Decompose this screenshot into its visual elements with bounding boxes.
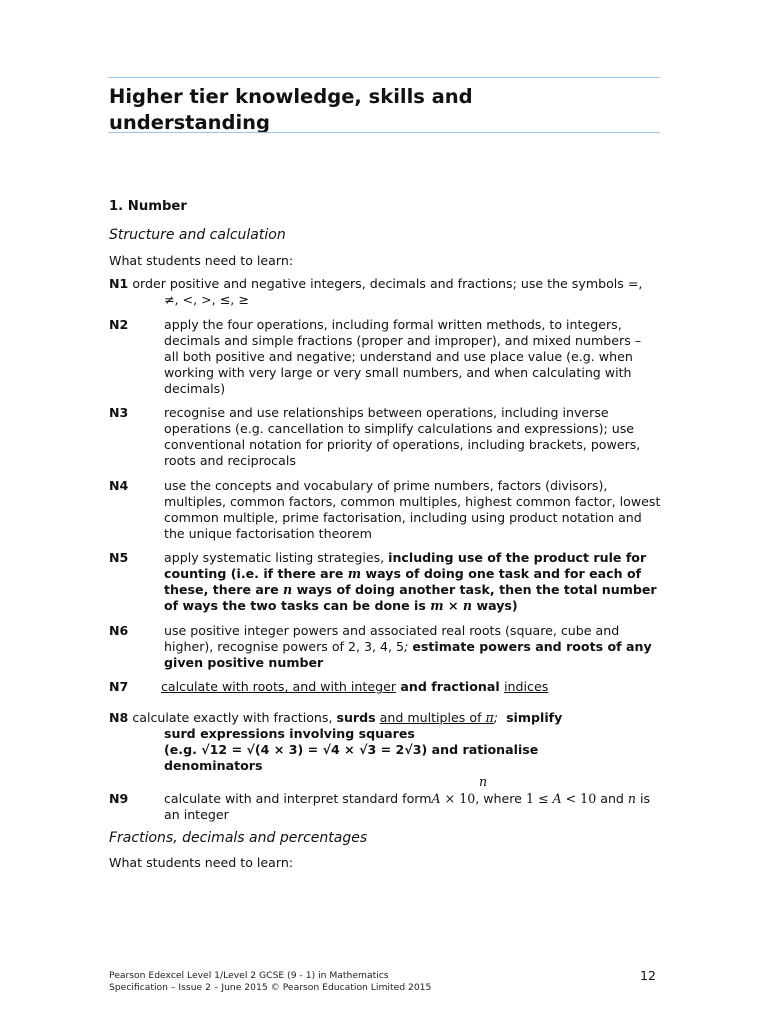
item-code: N5: [109, 550, 129, 565]
math-var: n: [627, 791, 637, 806]
item-n8: [109, 710, 669, 726]
item-text: apply systematic listing strategies,: [164, 550, 389, 565]
top-rule: [108, 77, 660, 78]
math-var: m: [347, 566, 362, 581]
item-bold: including use of the product rule for counting (i.e. if there are: [164, 550, 647, 581]
math-var: n: [283, 582, 293, 597]
item-bold: simplify: [506, 710, 563, 725]
math-expr: 1 ≤: [525, 791, 553, 806]
section-heading: 1. Number: [109, 199, 187, 214]
math-expr: × 10: [440, 791, 476, 806]
item-bold: ways of doing another task, then the total number of ways the two tasks can be done is: [164, 582, 657, 613]
item-code: N2: [109, 317, 129, 332]
item-code: N8: [109, 710, 129, 725]
title-rule: [108, 132, 660, 133]
item-n1: [109, 276, 669, 308]
item-bold: ways): [472, 598, 518, 613]
math-expr: < 10: [561, 791, 597, 806]
item-n7: [161, 679, 548, 695]
math-op: ×: [443, 598, 463, 613]
item-code: N7: [109, 679, 129, 694]
item-code: N6: [109, 623, 129, 638]
subsection-heading: Fractions, decimals and percentages: [109, 830, 368, 846]
intro-text: What students need to learn:: [109, 253, 294, 268]
page-title: Higher tier knowledge, skills and understanding: [109, 85, 473, 134]
item-bold: estimate powers and roots of any given positive number: [164, 639, 652, 670]
item-n8-line3: (e.g. √12 = √(4 × 3) = √4 × √3 = 2√3) and rationalise: [164, 742, 539, 757]
item-bold: and fractional: [396, 679, 505, 694]
item-bold: ways of doing one task and for each of these, there are: [164, 566, 642, 597]
item-n9: [164, 791, 664, 823]
intro-text: What students need to learn:: [109, 855, 294, 870]
math-var: A: [431, 791, 441, 806]
math-var: n: [462, 598, 473, 613]
item-text: calculate with roots, and with integer: [161, 679, 396, 694]
footer-line1: Pearson Edexcel Level 1/Level 2 GCSE (9 - 1) in Mathematics: [109, 970, 389, 981]
item-text: calculate with and interpret standard form: [164, 791, 432, 806]
item-code: N4: [109, 478, 129, 493]
item-text: indices: [504, 679, 549, 694]
math-var: m: [430, 598, 444, 613]
item-code: N3: [109, 405, 129, 420]
item-n4: use the concepts and vocabulary of prime numbers, factors (divisors), multiples, common factors, common multiples, highest common factor, lowest common multiple, prime factorisation, including using product notation and the unique factorisation theorem: [164, 478, 661, 541]
item-n8-line4: denominators: [164, 758, 263, 773]
item-n6: [164, 623, 654, 671]
item-code: N9: [109, 791, 129, 806]
item-text: and: [596, 791, 628, 806]
item-sep: ;: [404, 639, 413, 654]
item-bold: surds: [336, 710, 376, 725]
item-n5: [164, 550, 664, 614]
item-n2: apply the four operations, including formal written methods, to integers, decimals and simple fractions (proper and improper), and mixed numbers – all both positive and negative; understand and use place value (e.g. when working with very large or very small numbers, and when calculating with decimals): [164, 317, 642, 396]
math-superscript: n: [479, 774, 488, 789]
item-text: , where: [475, 791, 526, 806]
item-text: calculate exactly with fractions,: [132, 710, 337, 725]
item-text: use positive integer powers and associated real roots (square, cube and higher), recognise powers of 2, 3, 4, 5: [164, 623, 620, 654]
item-n8-line2: surd expressions involving squares: [164, 726, 415, 741]
item-text-line2: ≠, <, >, ≤, ≥: [164, 292, 249, 307]
item-text: an integer: [164, 807, 229, 822]
page-number: 12: [640, 968, 657, 983]
footer-line2: Specification – Issue 2 – June 2015 © Pearson Education Limited 2015: [109, 982, 432, 993]
math-var: A: [552, 791, 562, 806]
item-text: is: [636, 791, 651, 806]
item-n3: recognise and use relationships between operations, including inverse operations (e.g. cancellation to simplify calculations and expressions); use conventional notation for priority of operations, including brackets, powers, roots and reciprocals: [164, 405, 641, 468]
subsection-heading: Structure and calculation: [109, 227, 286, 243]
item-code: N1: [109, 276, 129, 291]
item-text: order positive and negative integers, decimals and fractions; use the symbols =,: [132, 276, 643, 291]
item-underlined: and multiples of π: [379, 710, 494, 725]
item-sep: ;: [493, 710, 499, 725]
